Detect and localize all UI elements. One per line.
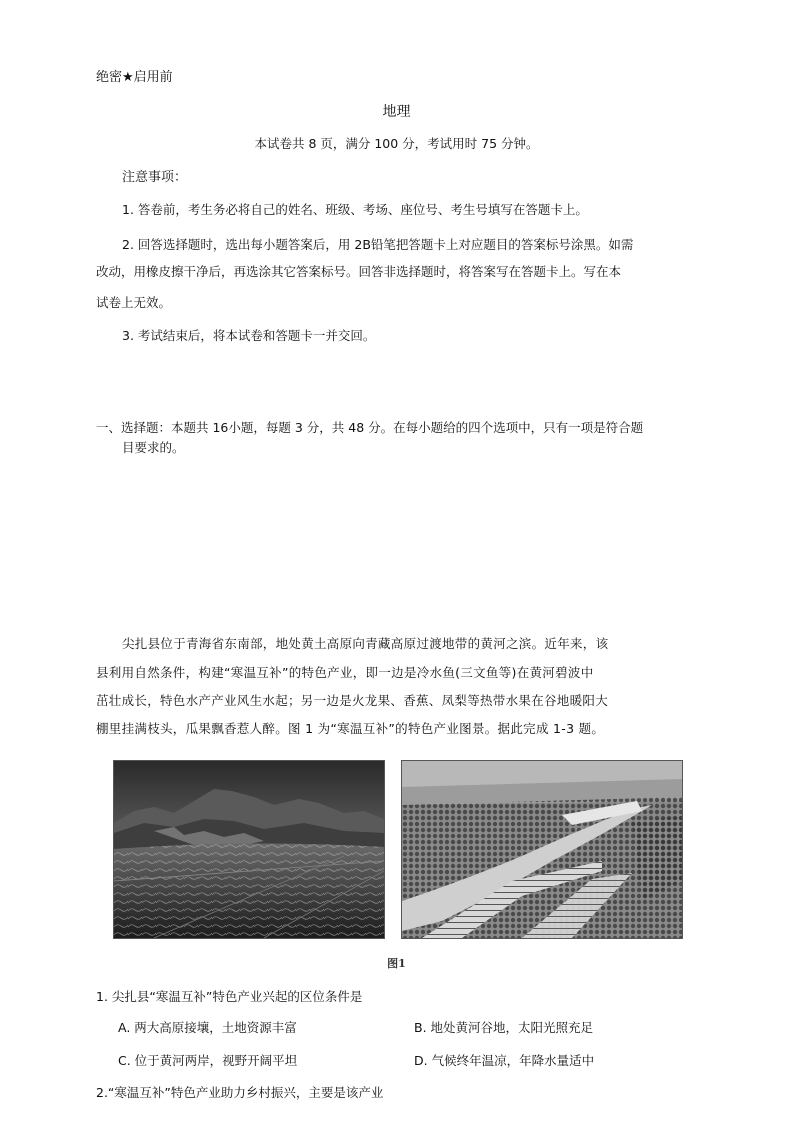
- question-2-stem: 2.“寒温互补”特色产业助力乡村振兴，主要是该产业: [96, 1085, 384, 1100]
- question-1-option-c: C. 位于黄河两岸，视野开阔平坦: [118, 1053, 298, 1068]
- question-1-option-b: B. 地处黄河谷地，太阳光照充足: [414, 1020, 594, 1035]
- confidential-mark: 绝密★启用前: [96, 70, 173, 85]
- passage-line-3: 茁壮成长，特色水产产业风生水起；另一边是火龙果、香蕉、凤梨等热带水果在谷地暖阳大: [96, 693, 609, 708]
- fish-farm-photo: [113, 760, 385, 939]
- question-1-option-a: A. 两大高原接壤，土地资源丰富: [118, 1020, 297, 1035]
- passage-line-1: 尖扎县位于青海省东南部，地处黄土高原向青藏高原过渡地带的黄河之滨。近年来，该: [122, 636, 609, 651]
- question-1-stem: 1. 尖扎县“寒温互补”特色产业兴起的区位条件是: [96, 989, 363, 1004]
- greenhouse-aerial-photo: [401, 760, 683, 939]
- notice-item-3: 3. 考试结束后，将本试卷和答题卡一并交回。: [122, 328, 376, 343]
- passage-line-4: 棚里挂满枝头，瓜果飘香惹人醉。图 1 为“寒温互补”的特色产业图景。据此完成 1-3 题。: [96, 721, 605, 736]
- exam-title: 地理: [382, 104, 411, 120]
- notice-heading: 注意事项：: [122, 170, 188, 185]
- exam-subtitle: 本试卷共 8 页，满分 100 分，考试用时 75 分钟。: [254, 136, 539, 151]
- notice-item-1: 1. 答卷前，考生务必将自己的姓名、班级、考场、座位号、考生号填写在答题卡上。: [122, 202, 588, 217]
- passage-line-2: 县利用自然条件，构建“寒温互补”的特色产业，即一边是冷水鱼(三文鱼等)在黄河碧波中: [96, 665, 594, 680]
- question-1-option-d: D. 气候终年温凉，年降水量适中: [414, 1053, 595, 1068]
- section-heading-cont: 目要求的。: [122, 440, 185, 455]
- section-heading: 一、选择题：本题共 16小题，每题 3 分，共 48 分。在每小题给的四个选项中，只有一项是符合题: [96, 420, 644, 435]
- notice-item-2-line-2: 改动，用橡皮擦干净后，再选涂其它答案标号。回答非选择题时，将答案写在答题卡上。写在本: [96, 264, 622, 279]
- figure-caption: 图1: [387, 957, 406, 970]
- notice-item-2-line-1: 2. 回答选择题时，选出每小题答案后，用 2B铅笔把答题卡上对应题目的答案标号涂黑。如需: [122, 237, 634, 252]
- notice-item-2-line-3: 试卷上无效。: [96, 295, 172, 310]
